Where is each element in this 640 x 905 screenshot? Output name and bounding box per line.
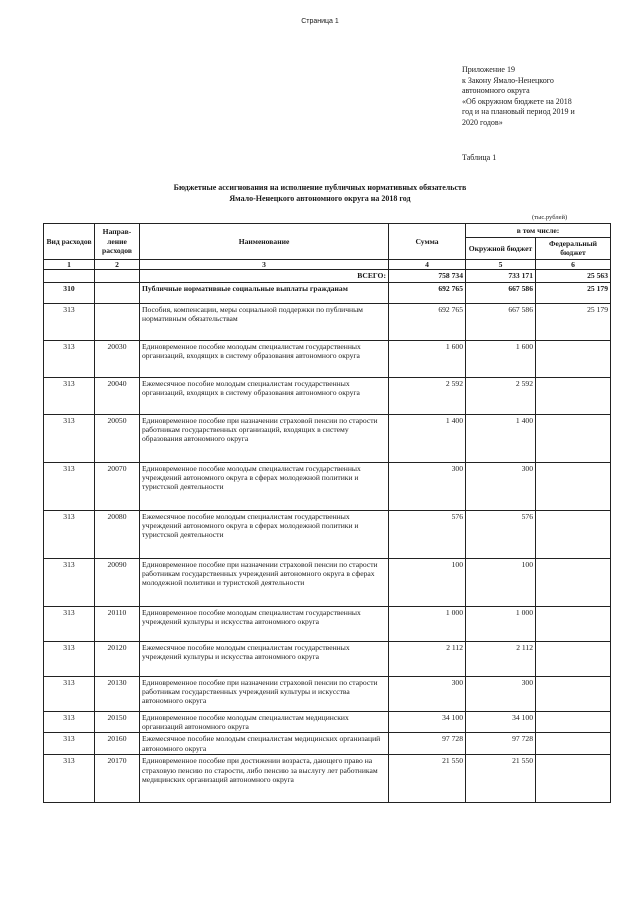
- table-row: [44, 340, 611, 377]
- napr-cell: 20090: [95, 558, 140, 606]
- okr-cell: 2 112: [466, 641, 536, 676]
- column-index-row: [44, 259, 611, 269]
- name-cell: Единовременное пособие молодым специалистам государственных организаций, входящих в систему образования автономного округа: [140, 340, 389, 377]
- fed-cell: [536, 462, 611, 510]
- fed-cell: [536, 733, 611, 755]
- appendix-line: Приложение 19: [462, 65, 515, 74]
- vid-cell: 313: [44, 558, 95, 606]
- empty-cell: [44, 270, 95, 282]
- fed-cell: [536, 340, 611, 377]
- fed-cell: [536, 558, 611, 606]
- vid-cell: 313: [44, 711, 95, 733]
- table-row: [44, 462, 611, 510]
- sum-cell: 576: [389, 510, 466, 558]
- fed-cell: [536, 606, 611, 641]
- sum-cell: 1 600: [389, 340, 466, 377]
- table-row: [44, 676, 611, 711]
- fed-cell: [536, 414, 611, 462]
- okr-cell: 1 400: [466, 414, 536, 462]
- appendix-line: 2020 годов»: [462, 117, 503, 127]
- name-cell: Ежемесячное пособие молодым специалистам государственных учреждений автономного округа в сферах молодежной политики и туристской деятельности: [140, 510, 389, 558]
- fed-cell: [536, 711, 611, 733]
- vid-cell: 313: [44, 340, 95, 377]
- napr-cell: [95, 303, 140, 340]
- fed-cell: [536, 641, 611, 676]
- header-napr: Направ-ление расходов: [95, 224, 140, 260]
- napr-cell: 20170: [95, 755, 140, 803]
- okr-cell: 1 600: [466, 340, 536, 377]
- name-cell: Пособия, компенсации, меры социальной поддержки по публичным нормативным обязательствам: [140, 303, 389, 340]
- header-incl: в том числе:: [466, 224, 611, 238]
- sum-cell: 97 728: [389, 733, 466, 755]
- okr-cell: 100: [466, 558, 536, 606]
- sum-cell: 300: [389, 676, 466, 711]
- table-row: [44, 755, 611, 803]
- vid-cell: 313: [44, 733, 95, 755]
- appendix-line: к Закону Ямало-Ненецкого: [462, 75, 554, 85]
- sum-cell: 2 112: [389, 641, 466, 676]
- vid-cell: 310: [44, 282, 95, 303]
- page-label: Страница 1: [301, 18, 339, 25]
- fed-cell: 25 179: [536, 303, 611, 340]
- table-row: [44, 711, 611, 733]
- header-okr: Окружной бюджет: [466, 238, 536, 260]
- sum-cell: 100: [389, 558, 466, 606]
- okr-cell: 1 000: [466, 606, 536, 641]
- sum-cell: 2 592: [389, 377, 466, 414]
- appendix-line: автономного округа: [462, 86, 530, 95]
- napr-cell: 20040: [95, 377, 140, 414]
- name-cell: Единовременное пособие молодым специалистам медицинских организаций автономного округа: [140, 711, 389, 733]
- okr-cell: 97 728: [466, 733, 536, 755]
- appendix-line: «Об окружном бюджете на 2018: [462, 96, 572, 106]
- fed-cell: [536, 755, 611, 803]
- table-row: [44, 606, 611, 641]
- okr-cell: 21 550: [466, 755, 536, 803]
- header-vid: Вид расходов: [44, 224, 95, 260]
- budget-table: [43, 223, 611, 803]
- vid-cell: 313: [44, 606, 95, 641]
- column-index: 5: [466, 259, 536, 269]
- units-label: (тыс.рублей): [532, 214, 568, 221]
- appendix-block: [462, 65, 622, 128]
- table-label: Таблица 1: [462, 153, 497, 162]
- name-cell: Ежемесячное пособие молодым специалистам государственных учреждений культуры и искусства автономного округа: [140, 641, 389, 676]
- napr-cell: 20110: [95, 606, 140, 641]
- header-sum: Сумма: [389, 224, 466, 260]
- table-row: [44, 641, 611, 676]
- okr-cell: 2 592: [466, 377, 536, 414]
- fed-cell: 25 179: [536, 282, 611, 303]
- vid-cell: 313: [44, 414, 95, 462]
- column-index: 4: [389, 259, 466, 269]
- fed-cell: [536, 377, 611, 414]
- title-line: Ямало-Ненецкого автономного округа на 2018 год: [229, 194, 411, 203]
- document-title: [0, 182, 640, 204]
- vid-cell: 313: [44, 641, 95, 676]
- table-row: [44, 733, 611, 755]
- sum-cell: 692 765: [389, 282, 466, 303]
- sum-cell: 1 000: [389, 606, 466, 641]
- table-row: [44, 282, 611, 303]
- column-index: 2: [95, 259, 140, 269]
- total-okr: 733 171: [466, 270, 536, 282]
- okr-cell: 667 586: [466, 282, 536, 303]
- vid-cell: 313: [44, 676, 95, 711]
- sum-cell: 34 100: [389, 711, 466, 733]
- empty-cell: [95, 270, 140, 282]
- table-row: [44, 558, 611, 606]
- name-cell: Единовременное пособие молодым специалистам государственных учреждений автономного округа в сферах молодежной политики и туристской деятельности: [140, 462, 389, 510]
- name-cell: Публичные нормативные социальные выплаты гражданам: [140, 282, 389, 303]
- okr-cell: 576: [466, 510, 536, 558]
- name-cell: Ежемесячное пособие молодым специалистам медицинских организаций автономного округа: [140, 733, 389, 755]
- column-index: 1: [44, 259, 95, 269]
- name-cell: Ежемесячное пособие молодым специалистам государственных организаций, входящих в систему образования автономного округа: [140, 377, 389, 414]
- header-name: Наименование: [140, 224, 389, 260]
- fed-cell: [536, 676, 611, 711]
- column-index: 3: [140, 259, 389, 269]
- title-line: Бюджетные ассигнования на исполнение публичных нормативных обязательств: [173, 183, 467, 192]
- fed-cell: [536, 510, 611, 558]
- napr-cell: 20150: [95, 711, 140, 733]
- total-label: ВСЕГО:: [140, 270, 389, 282]
- name-cell: Единовременное пособие при достижении возраста, дающего право на страховую пенсию по старости, либо пенсию за выслугу лет работникам медицинских организаций автономного округа: [140, 755, 389, 803]
- okr-cell: 667 586: [466, 303, 536, 340]
- header-fed: Федеральный бюджет: [536, 238, 611, 260]
- name-cell: Единовременное пособие при назначении страховой пенсии по старости работникам государственных учреждений культуры и искусства автономного округа: [140, 676, 389, 711]
- okr-cell: 300: [466, 462, 536, 510]
- sum-cell: 300: [389, 462, 466, 510]
- table-row: [44, 377, 611, 414]
- napr-cell: 20130: [95, 676, 140, 711]
- okr-cell: 34 100: [466, 711, 536, 733]
- total-sum: 758 734: [389, 270, 466, 282]
- name-cell: Единовременное пособие при назначении страховой пенсии по старости работникам государственных организаций, входящих в систему образования автономного округа: [140, 414, 389, 462]
- napr-cell: 20070: [95, 462, 140, 510]
- vid-cell: 313: [44, 377, 95, 414]
- table-row: [44, 414, 611, 462]
- vid-cell: 313: [44, 303, 95, 340]
- total-fed: 25 563: [536, 270, 611, 282]
- napr-cell: 20050: [95, 414, 140, 462]
- name-cell: Единовременное пособие молодым специалистам государственных учреждений культуры и искусства автономного округа: [140, 606, 389, 641]
- okr-cell: 300: [466, 676, 536, 711]
- column-index: 6: [536, 259, 611, 269]
- napr-cell: [95, 282, 140, 303]
- sum-cell: 21 550: [389, 755, 466, 803]
- napr-cell: 20120: [95, 641, 140, 676]
- sum-cell: 692 765: [389, 303, 466, 340]
- vid-cell: 313: [44, 755, 95, 803]
- total-row: [44, 270, 611, 282]
- napr-cell: 20080: [95, 510, 140, 558]
- vid-cell: 313: [44, 462, 95, 510]
- sum-cell: 1 400: [389, 414, 466, 462]
- appendix-line: год и на плановый период 2019 и: [462, 107, 575, 116]
- vid-cell: 313: [44, 510, 95, 558]
- name-cell: Единовременное пособие при назначении страховой пенсии по старости работникам государственных учреждений автономного округа в сферах молодежной политики и туристской деятельности: [140, 558, 389, 606]
- napr-cell: 20030: [95, 340, 140, 377]
- table-row: [44, 303, 611, 340]
- napr-cell: 20160: [95, 733, 140, 755]
- table-row: [44, 510, 611, 558]
